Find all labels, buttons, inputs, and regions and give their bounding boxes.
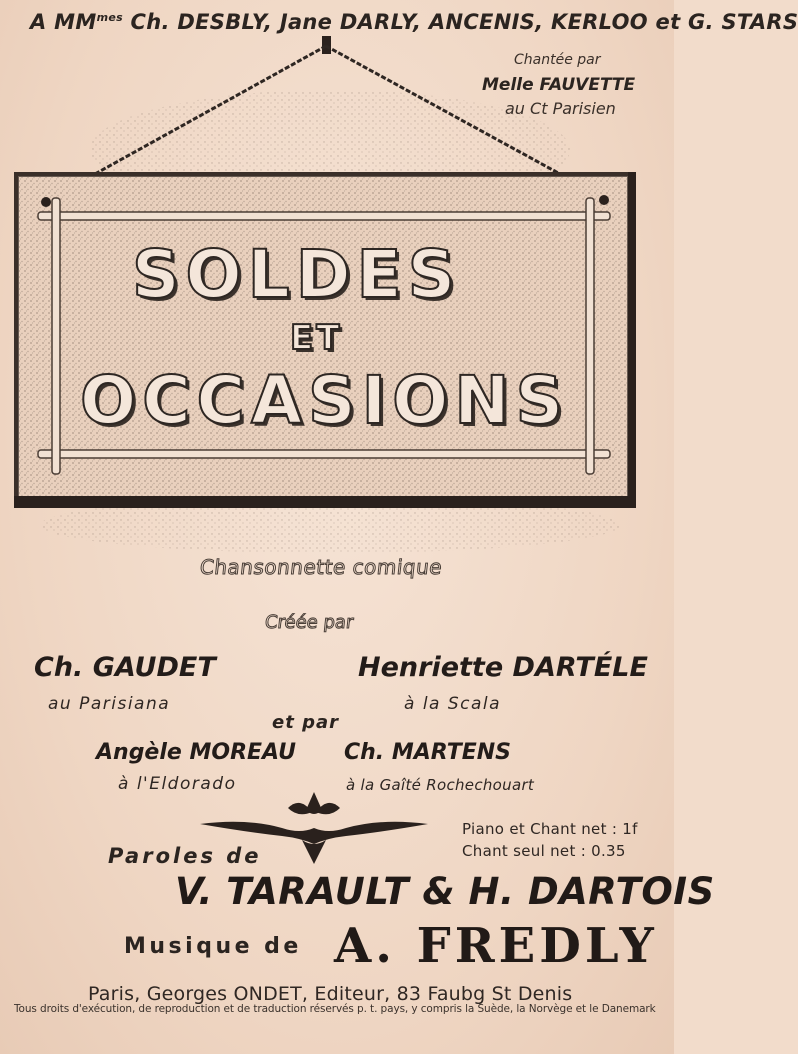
publisher-imprint: Paris, Georges ONDET, Editeur, 83 Faubg St Denis [88,983,573,1005]
title-line-1: SOLDES [132,236,462,313]
and-by-label: et par [272,712,339,733]
performer-name: Henriette DARTÉLE [358,652,648,683]
performer-name: Ch. MARTENS [344,740,511,765]
price-piano: Piano et Chant net : 1f [462,820,638,838]
performer-venue: à l'Eldorado [118,774,237,794]
singer-venue: au Ct Parisien [505,99,616,118]
singer-name: Melle FAUVETTE [482,75,636,95]
performer-venue: à la Gaîté Rochechouart [346,776,535,794]
performer-name: Angèle MOREAU [96,740,296,765]
words-by-label: Paroles de [108,844,262,868]
rights-notice: Tous droits d'exécution, de reproduction et de traduction réservés p. t. pays, y compris la Suède, la Norvège et le Danemark [14,1003,656,1015]
performer-venue: à la Scala [404,694,502,714]
subtitle: Chansonnette comique [198,555,444,579]
lyricists: V. TARAULT & H. DARTOIS [175,870,715,913]
price-voice: Chant seul net : 0.35 [462,842,626,860]
performer-venue: au Parisiana [48,694,171,714]
composer: A. FREDLY [334,918,658,974]
dedication-prefix: A MM [30,10,97,34]
nail-icon [322,36,331,54]
title-line-3: OCCASIONS [80,362,570,439]
created-by-label: Créée par [263,612,355,633]
title-line-2: ET [290,318,343,358]
dedication-names: Ch. DESBLY, Jane DARLY, ANCENIS, KERLOO et G. STARS [122,10,798,34]
sung-by-label: Chantée par [514,52,601,68]
dedication-sup: mes [96,11,123,24]
performer-name: Ch. GAUDET [34,652,216,683]
music-by-label: Musique de [124,934,302,959]
